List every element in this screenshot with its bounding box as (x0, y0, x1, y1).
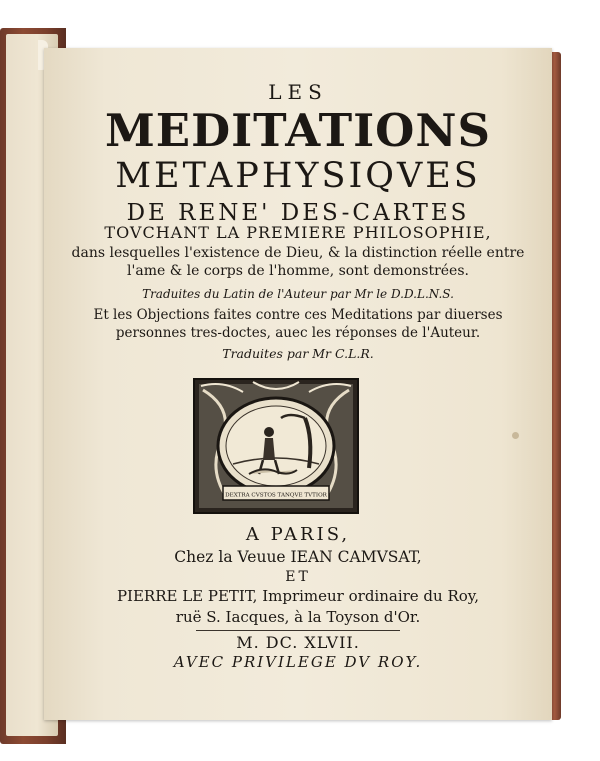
title-meditations: MEDITATIONS (104, 104, 492, 157)
title-author: DE RENE' DES-CARTES (126, 200, 470, 226)
imprint-et: ET (285, 569, 311, 585)
imprint-publisher-1: Chez la Veuue IEAN CAMVSAT, (174, 548, 422, 566)
device-motto: DEXTRA CVSTOS TANQVE TVTIOR (225, 492, 327, 499)
imprint-address: ruë S. Iacques, à la Toyson d'Or. (175, 608, 421, 626)
title-metaphysiqves: METAPHYSIQVES (115, 156, 481, 196)
foxing-spot (512, 432, 519, 439)
title-les: LES (268, 80, 328, 104)
imprint-publisher-2: PIERRE LE PETIT, Imprimeur ordinaire du Roy, (116, 587, 480, 605)
translator-line: Traduites du Latin de l'Auteur par Mr le D.D.L.N.S. (142, 287, 454, 301)
objections-line-2: personnes tres-doctes, auec les réponses de l'Auteur. (115, 325, 481, 341)
imprint-city: A PARIS, (245, 524, 351, 545)
title-subject: TOVCHANT LA PREMIERE PHILOSOPHIE, (104, 223, 492, 242)
translator-line-2: Traduites par Mr C.L.R. (222, 346, 374, 361)
divider-rule (196, 630, 400, 631)
title-desc-2: l'ame & le corps de l'homme, sont demonstrées. (127, 263, 469, 279)
printer-device-woodcut (193, 378, 359, 514)
imprint-privilege: AVEC PRIVILEGE DV ROY. (173, 653, 423, 671)
title-desc-1: dans lesquelles l'existence de Dieu, & la distinction réelle entre (71, 245, 525, 261)
imprint-year: M. DC. XLVII. (236, 633, 360, 652)
objections-line-1: Et les Objections faites contre ces Meditations par diuerses (93, 307, 503, 323)
